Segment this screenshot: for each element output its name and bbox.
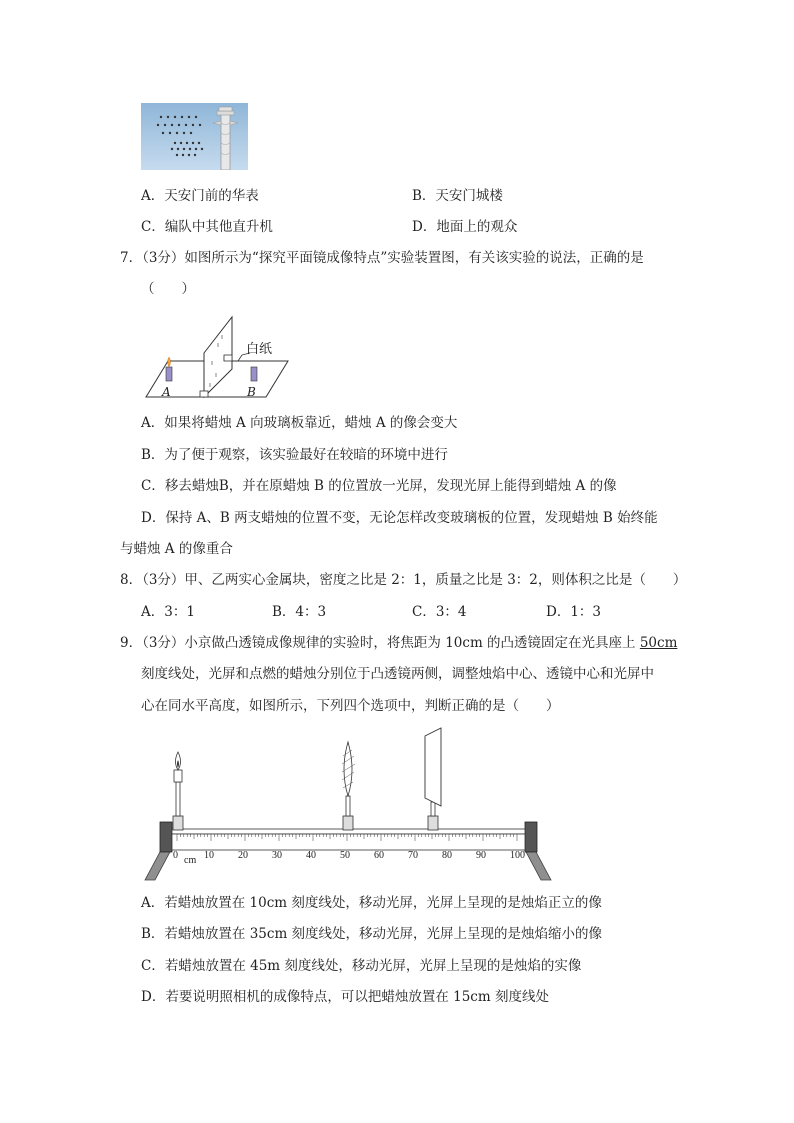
q9-stem-line1-text: 9．（3分）小京做凸透镜成像规律的实验时，将焦距为 10cm 的凸透镜固定在光具座上 <box>120 635 640 651</box>
q7-option-c: C．移去蜡烛B，并在原蜡烛 B 的位置放一光屏，发现光屏上能得到蜡烛 A 的像 <box>141 478 617 494</box>
q7-paren: （ ） <box>141 281 195 297</box>
q7-option-d: D．保持 A、B 两支蜡烛的位置不变，无论怎样改变玻璃板的位置，发现蜡烛 B 始终能 <box>141 510 658 526</box>
ruler-tick-label: 80 <box>442 850 452 861</box>
ruler-tick-label: 60 <box>374 850 384 861</box>
q7-option-d-continued: 与蜡烛 A 的像重合 <box>120 541 233 557</box>
ruler-tick-label: 90 <box>476 850 486 861</box>
q8-option-b: B．4：3 <box>272 604 327 620</box>
q9-option-d: D．若要说明照相机的成像特点，可以把蜡烛放置在 15cm 刻度线处 <box>141 989 549 1005</box>
helicopter-formation-photo <box>141 103 248 170</box>
q9-option-a: A．若蜡烛放置在 10cm 刻度线处，移动光屏，光屏上呈现的是烛焰正立的像 <box>141 895 602 911</box>
q6-option-a: A．天安门前的华表 <box>141 188 259 204</box>
q7-option-a: A．如果将蜡烛 A 向玻璃板靠近，蜡烛 A 的像会变大 <box>141 415 458 431</box>
ruler-tick-label: 70 <box>408 850 418 861</box>
q7-figure-paper-label: 白纸 <box>246 342 273 357</box>
ruler-tick-label: 30 <box>272 850 282 861</box>
q6-option-b: B．天安门城楼 <box>412 188 503 204</box>
ruler-tick-label: 50 <box>340 850 350 861</box>
q8-stem: 8．（3分）甲、乙两实心金属块，密度之比是 2：1，质量之比是 3：2，则体积之比是（ ） <box>120 572 687 588</box>
q9-stem-line1 <box>120 634 677 652</box>
q9-stem-line3: 心在同水平高度，如图所示，下列四个选项中，判断正确的是（ ） <box>141 698 560 714</box>
ruler-tick-label: 40 <box>306 850 316 861</box>
q8-option-c: C．3：4 <box>412 604 467 620</box>
q6-option-d: D．地面上的观众 <box>412 219 518 235</box>
q9-figure-unit-label: cm <box>184 855 197 866</box>
q9-option-b: B．若蜡烛放置在 35cm 刻度线处，移动光屏，光屏上呈现的是烛焰缩小的像 <box>141 926 603 942</box>
q7-stem: 7．（3分）如图所示为“探究平面镜成像特点”实验装置图，有关该实验的说法，正确的是 <box>120 250 644 266</box>
q7-figure-label-a: A <box>162 385 171 399</box>
q9-stem-lens-position: 50cm <box>639 635 678 651</box>
ruler-tick-label: 10 <box>204 850 214 861</box>
q8-option-d: D．1：3 <box>546 604 602 620</box>
q8-option-a: A．3：1 <box>141 604 195 620</box>
q9-option-c: C．若蜡烛放置在 45m 刻度线处，移动光屏，光屏上呈现的是烛焰的实像 <box>141 958 582 974</box>
q7-figure-label-b: B <box>247 385 256 399</box>
q7-option-b: B．为了便于观察，该实验最好在较暗的环境中进行 <box>141 447 448 463</box>
ruler-tick-label: 20 <box>238 850 248 861</box>
ruler-tick-label-zero: 0 <box>173 850 178 861</box>
q6-option-c: C．编队中其他直升机 <box>141 219 273 235</box>
q9-stem-line2: 刻度线处，光屏和点燃的蜡烛分别位于凸透镜两侧，调整烛焰中心、透镜中心和光屏中 <box>141 666 654 682</box>
ruler-tick-label: 100 <box>510 850 525 861</box>
